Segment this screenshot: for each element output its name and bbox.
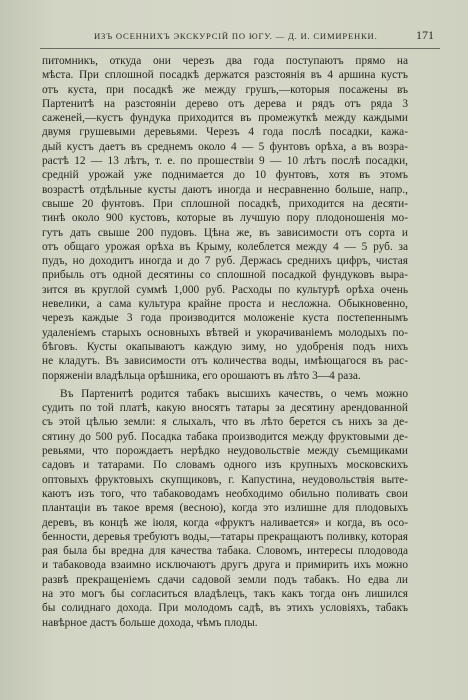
text-line: дый кустъ даетъ въ среднемъ около 4 — 5 фунтовъ орѣха, а въ возра-: [42, 140, 408, 153]
text-line: развѣ прекращеніемъ сдачи садовой земли подъ табакъ. Но едва ли: [42, 573, 408, 586]
text-line: тинѣ около 900 кустовъ, которые въ лучшую пору плодоношенія мо-: [42, 212, 408, 225]
page-number: 171: [416, 28, 434, 42]
text-line: бѣговъ. Кусты окапываютъ каждую зиму, но удобренія подъ нихъ: [42, 340, 408, 353]
text-line: бы солиднаго дохода. При молодомъ садѣ, въ этихъ условіяхъ, табакъ: [42, 602, 408, 615]
text-line: прибыль отъ одной десятины со сплошной посадкой фундуковъ выра-: [42, 269, 408, 282]
text-line: удаленіемъ старыхъ основныхъ вѣтвей и укорачиваніемъ молодыхъ по-: [42, 326, 408, 339]
body-text: [42, 54, 408, 630]
text-line: отъ общаго урожая орѣха въ Крыму, колеблется между 4 — 5 руб. за: [42, 240, 408, 253]
text-line: растѣ 12 — 13 лѣтъ, т. е. по прошествіи 9 — 10 лѣтъ послѣ посадки,: [42, 155, 408, 168]
text-line: отъ куста, при посадкѣ же между грушъ,—которыя посажены въ: [42, 83, 408, 96]
text-line: черезъ каждые 3 года производится моложеніе куста постепеннымъ: [42, 312, 408, 325]
text-line: свыше 20 фунтовъ. При сплошной посадкѣ, приходится на десяти-: [42, 197, 408, 210]
text-line: ревьями, что порождаетъ нерѣдко неудовольствіе между съемщиками: [42, 445, 408, 458]
text-line: рая была бы вредна для качества табака. Словомъ, интересы плодовода: [42, 545, 408, 558]
text-line: невелики, а сама культура крайне проста и несложна. Обыкновенно,: [42, 298, 408, 311]
text-line: съ этой цѣлью земли: я слыхалъ, что въ лѣто берется съ нихъ за де-: [42, 416, 408, 429]
text-line: деревъ, въ концѣ же іюля, когда «фруктъ наливается» и когда, въ осо-: [42, 516, 408, 529]
text-line: поряженіи владѣльца орѣшника, его орошаютъ въ лѣто 3—4 раза.: [42, 369, 361, 382]
text-line: саженей,—кустъ фундука приходится въ промежуткѣ между каждыми: [42, 112, 408, 125]
text-line: плантаціи въ такое время (весною), когда это излишне для плодовыхъ: [42, 502, 408, 515]
text-line: Въ Партенитѣ родится табакъ высшихъ качествъ, о чемъ можно: [60, 387, 408, 400]
text-line: садовъ и татарами. По словамъ одного изъ крупныхъ московскихъ: [42, 459, 408, 472]
text-line: каютъ изъ того, что табаководамъ необходимо обильно поливать свои: [42, 487, 408, 500]
text-line: Партенитѣ на разстояніи дерево отъ дерева и рядъ отъ ряда 3: [42, 97, 408, 110]
text-line: возрастѣ отдѣльные кусты даютъ иногда и несравненно больше, напр.,: [42, 183, 408, 196]
text-line: двумя грушевыми деревьями. Черезъ 4 года послѣ посадки, кажа-: [42, 126, 408, 139]
text-line: не кладутъ. Въ зависимости отъ количества воды, имѣющагося въ рас-: [42, 355, 408, 368]
running-head: ИЗЪ ОСЕННИХЪ ЭКСКУРСІЙ ПО ЮГУ. — Д. И. СИМИРЕНКИ.: [94, 31, 378, 41]
text-line: сятину до 500 руб. Посадка табака производится между фруктовыми де-: [42, 430, 408, 443]
text-line: бенности, деревья требуютъ воды,—татары прекращаютъ поливку, которая: [42, 530, 408, 543]
text-line: средній урожай уже поднимается до 10 фунтовъ, хотя въ этомъ: [42, 169, 408, 182]
text-line: гутъ дать свыше 200 пудовъ. Цѣна же, въ зависимости отъ сорта и: [42, 226, 408, 239]
text-line: зится въ круглой суммѣ 1,000 руб. Расходы по культурѣ орѣха очень: [42, 283, 408, 296]
paragraph-1: [42, 54, 408, 383]
text-line: оптовыхъ фруктовыхъ скупщиковъ, г. Капустина, неудовольствія выте-: [42, 473, 408, 486]
text-line: судить по той платѣ, какую вносятъ татары за десятину арендованной: [42, 402, 408, 415]
text-line: и табаковода взаимно исключаютъ другъ друга и примирить ихъ можно: [42, 559, 408, 572]
text-line: мѣста. При сплошной посадкѣ держатся разстоянія въ 4 аршина кустъ: [42, 69, 408, 82]
text-line: пудъ, но доходитъ иногда и до 7 руб. Держась среднихъ цифръ, чистая: [42, 255, 408, 268]
page-header: [40, 28, 440, 49]
text-line: навѣрное дастъ больше дохода, чѣмъ плоды.: [42, 616, 258, 629]
text-line: на это могъ бы согласиться владѣлецъ, такъ какъ тогда онъ лишился: [42, 587, 408, 600]
text-line: питомникъ, откуда они черезъ два года поступаютъ прямо на: [42, 55, 408, 67]
paragraph-2: [42, 387, 408, 630]
